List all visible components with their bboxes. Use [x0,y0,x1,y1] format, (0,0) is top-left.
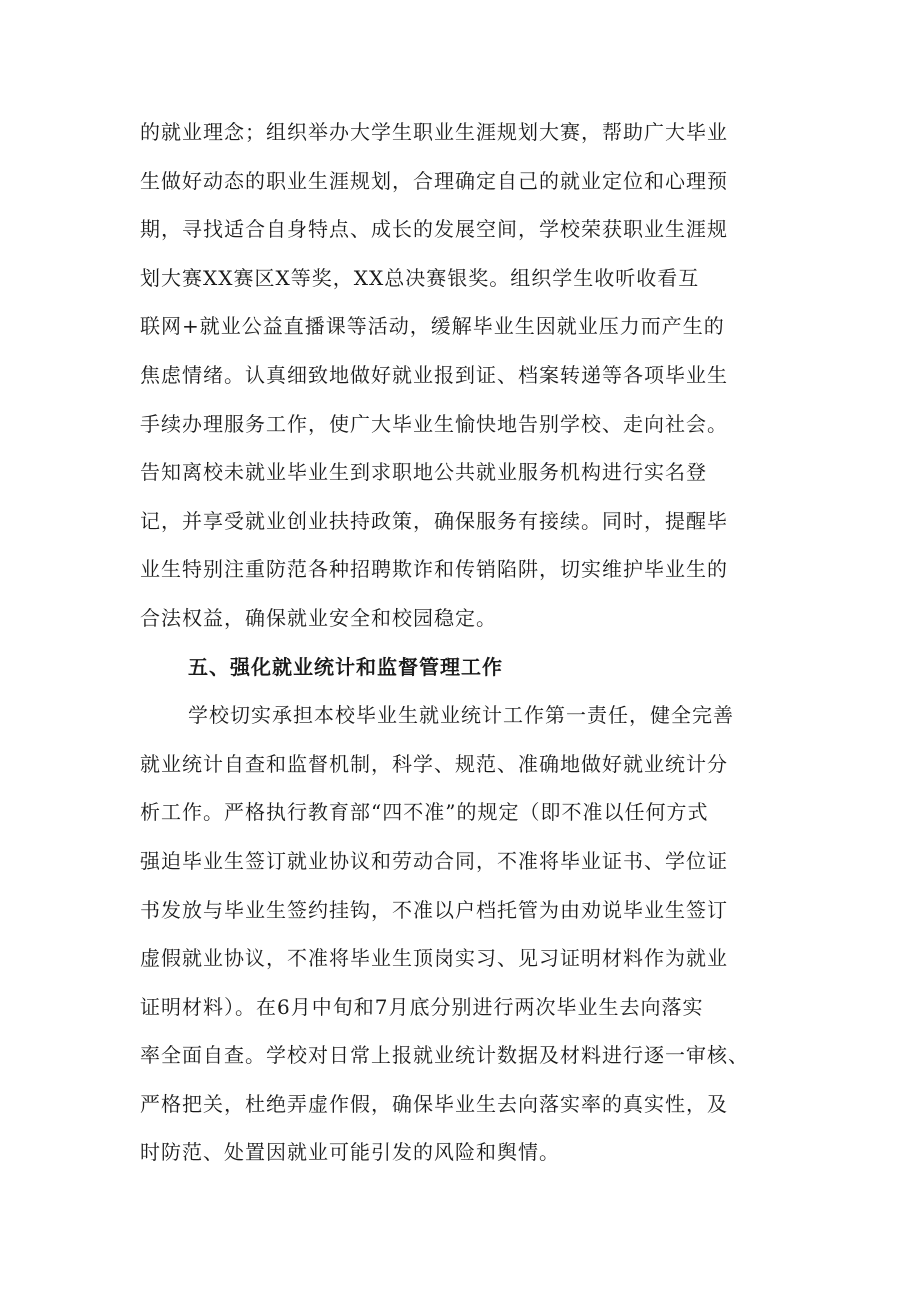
paragraph-statistics-supervision [140,691,810,1177]
text-line: 业生特别注重防范各种招聘欺诈和传销陷阱，切实维护毕业生的 [140,557,728,582]
text-line: 生做好动态的职业生涯规划，合理确定自己的就业定位和心理预 [140,168,728,193]
text-line: 焦虑情绪。认真细致地做好就业报到证、档案转递等各项毕业生 [140,362,728,387]
paragraph-employment-guidance [140,108,810,643]
document-page [140,108,810,1177]
text-line: 严格把关，杜绝弄虚作假，确保毕业生去向落实率的真实性，及 [140,1091,728,1116]
text-line: 划大赛XX赛区X等奖，XX总决赛银奖。组织学生收听收看互 [140,265,700,290]
text-line: 学校切实承担本校毕业生就业统计工作第一责任，健全完善 [188,703,734,728]
text-line: 书发放与毕业生签约挂钩，不准以户档托管为由劝说毕业生签订 [140,897,728,922]
text-line: 时防范、处置因就业可能引发的风险和舆情。 [140,1140,560,1165]
text-line: 强迫毕业生签订就业协议和劳动合同，不准将毕业证书、学位证 [140,848,728,873]
text-line: 虚假就业协议，不准将毕业生顶岗实习、见习证明材料作为就业 [140,946,728,971]
text-line: 期，寻找适合自身特点、成长的发展空间，学校荣获职业生涯规 [140,217,728,242]
text-line: 就业统计自查和监督机制，科学、规范、准确地做好就业统计分 [140,751,728,776]
text-line: 记，并享受就业创业扶持政策，确保服务有接续。同时，提醒毕 [140,508,728,533]
text-line: 告知离校未就业毕业生到求职地公共就业服务机构进行实名登 [140,460,707,485]
text-line: 的就业理念；组织举办大学生职业生涯规划大赛，帮助广大毕业 [140,120,728,144]
text-line: 合法权益，确保就业安全和校园稳定。 [140,605,497,630]
text-line: 率全面自查。学校对日常上报就业统计数据及材料进行逐一审核、 [140,1043,749,1068]
text-line: 手续办理服务工作，使广大毕业生愉快地告别学校、走向社会。 [140,411,728,436]
section-heading: 五、强化就业统计和监督管理工作 [188,654,503,679]
text-line: 析工作。严格执行教育部“四不准”的规定（即不准以任何方式 [140,800,709,825]
text-line: 证明材料）。在6月中旬和7月底分别进行两次毕业生去向落实 [140,994,704,1019]
text-line: 联网+就业公益直播课等活动，缓解毕业生因就业压力而产生的 [140,314,725,339]
